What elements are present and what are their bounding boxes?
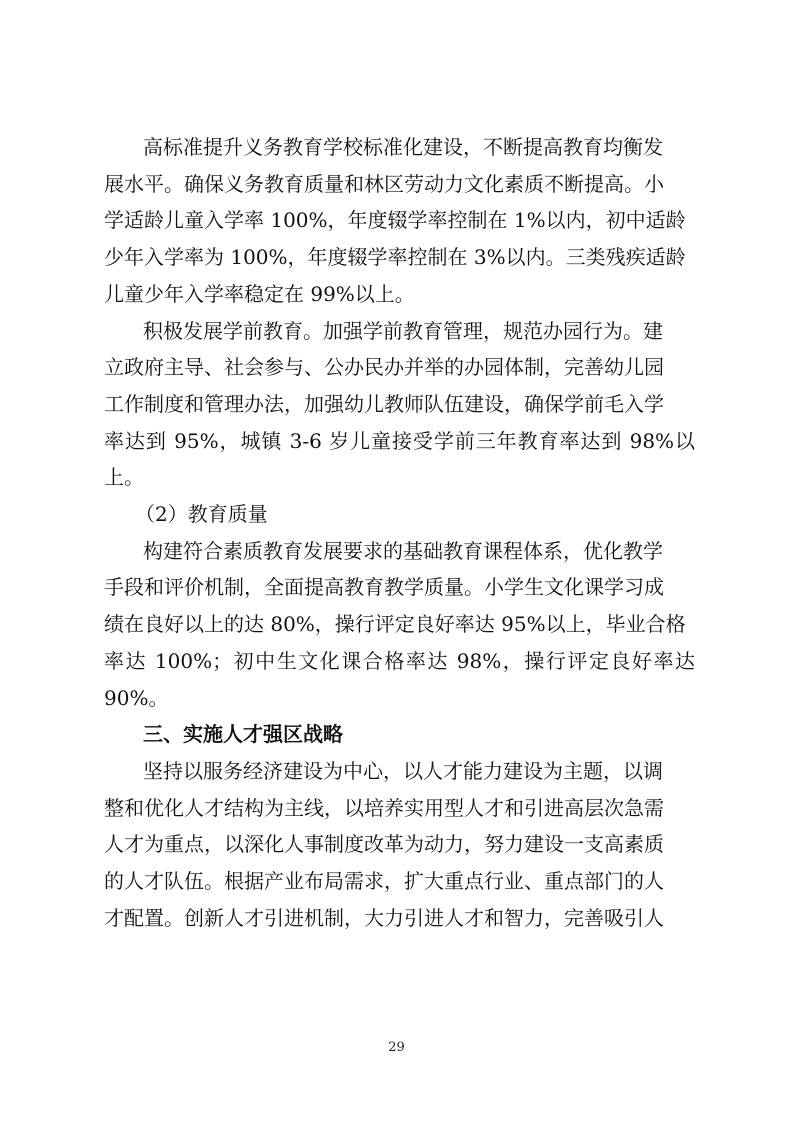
subheading-education-quality: （2）教育质量: [135, 502, 268, 527]
text-line: 坚持以服务经济建设为中心，以人才能力建设为主题，以调: [143, 758, 663, 783]
text-line: 的人才队伍。根据产业布局需求，扩大重点行业、重点部门的人: [104, 869, 664, 894]
paragraph-talent-strategy: [104, 753, 695, 937]
text-line: 少年入学率为 100%，年度辍学率控制在 3%以内。三类残疾适龄: [104, 245, 686, 270]
page-number: 29: [388, 1040, 405, 1055]
text-line: 学适龄儿童入学率 100%，年度辍学率控制在 1%以内，初中适龄: [104, 208, 686, 233]
text-line: 人才为重点，以深化人事制度改革为动力，努力建设一支高素质: [104, 832, 664, 857]
text-line: 展水平。确保义务教育质量和林区劳动力文化素质不断提高。小: [104, 171, 664, 196]
text-line: 率达到 95%，城镇 3-6 岁儿童接受学前三年教育率达到 98%以上。: [104, 428, 695, 490]
text-line: 才配置。创新人才引进机制，大力引进人才和智力，完善吸引人: [104, 905, 664, 930]
page-content: [104, 129, 695, 936]
paragraph-preschool-education: [104, 313, 695, 497]
text-line: 立政府主导、社会参与、公办民办并举的办园体制，完善幼儿园: [104, 355, 664, 380]
paragraph-education-quality: [104, 533, 695, 717]
text-line: 儿童少年入学率稳定在 99%以上。: [104, 281, 415, 306]
text-line: 绩在良好以上的达 80%，操行评定良好率达 95%以上，毕业合格: [104, 612, 686, 637]
text-line: 手段和评价机制，全面提高教育教学质量。小学生文化课学习成: [104, 575, 664, 600]
text-line: 工作制度和管理办法，加强幼儿教师队伍建设，确保学前毛入学: [104, 391, 664, 416]
text-line: 高标准提升义务教育学校标准化建设，不断提高教育均衡发: [143, 135, 663, 159]
text-line: 积极发展学前教育。加强学前教育管理，规范办园行为。建: [143, 318, 663, 343]
text-line: 率达 100%；初中生文化课合格率达 98%，操行评定良好率达 90%。: [104, 648, 695, 710]
text-line: 整和优化人才结构为主线，以培养实用型人才和引进高层次急需: [104, 795, 664, 820]
section-heading-talent-strategy: 三、实施人才强区战略: [143, 722, 343, 747]
paragraph-compulsory-education: [104, 129, 695, 313]
text-line: 构建符合素质教育发展要求的基础教育课程体系，优化教学: [143, 538, 663, 563]
